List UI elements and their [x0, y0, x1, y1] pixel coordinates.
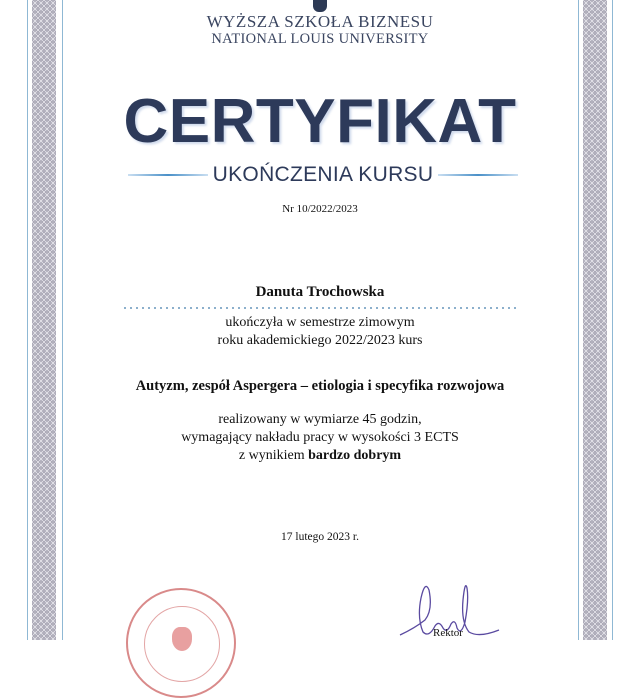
- result-line: [0, 447, 640, 465]
- eagle-emblem-icon: [172, 627, 192, 651]
- completion-line-2: roku akademickiego 2022/2023 kurs: [217, 333, 423, 348]
- subtitle-rule-left: [128, 174, 208, 176]
- result-prefix: z wynikiem: [238, 448, 309, 463]
- certificate-subtitle: UKOŃCZENIA KURSU: [212, 163, 434, 186]
- certificate-title: CERTYFIKAT: [123, 87, 517, 156]
- institution-name-english: NATIONAL LOUIS UNIVERSITY: [211, 31, 429, 47]
- result-grade: bardzo dobrym: [308, 448, 402, 463]
- details-line-1: realizowany w wymiarze 45 godzin,: [218, 412, 422, 427]
- issue-date: 17 lutego 2023 r.: [281, 531, 359, 543]
- details-line-2: wymagający nakładu pracy w wysokości 3 ECTS: [181, 430, 459, 445]
- seal-inner-ring: [144, 606, 220, 682]
- subtitle-row: [128, 162, 518, 188]
- completion-line-1: ukończyła w semestrze zimowym: [225, 315, 415, 330]
- institution-name: WYŻSZA SZKOŁA BIZNESU: [206, 12, 434, 31]
- course-title: Autyzm, zespół Aspergera – etiologia i specyfika rozwojowa: [135, 378, 505, 394]
- subtitle-rule-right: [438, 174, 518, 176]
- recipient-name: Danuta Trochowska: [255, 284, 385, 300]
- dotted-divider: [122, 307, 518, 309]
- university-seal: [126, 588, 236, 698]
- certificate-number: Nr 10/2022/2023: [282, 203, 358, 215]
- signatory-title: Rektor: [433, 627, 463, 639]
- university-logo-icon: [313, 0, 327, 12]
